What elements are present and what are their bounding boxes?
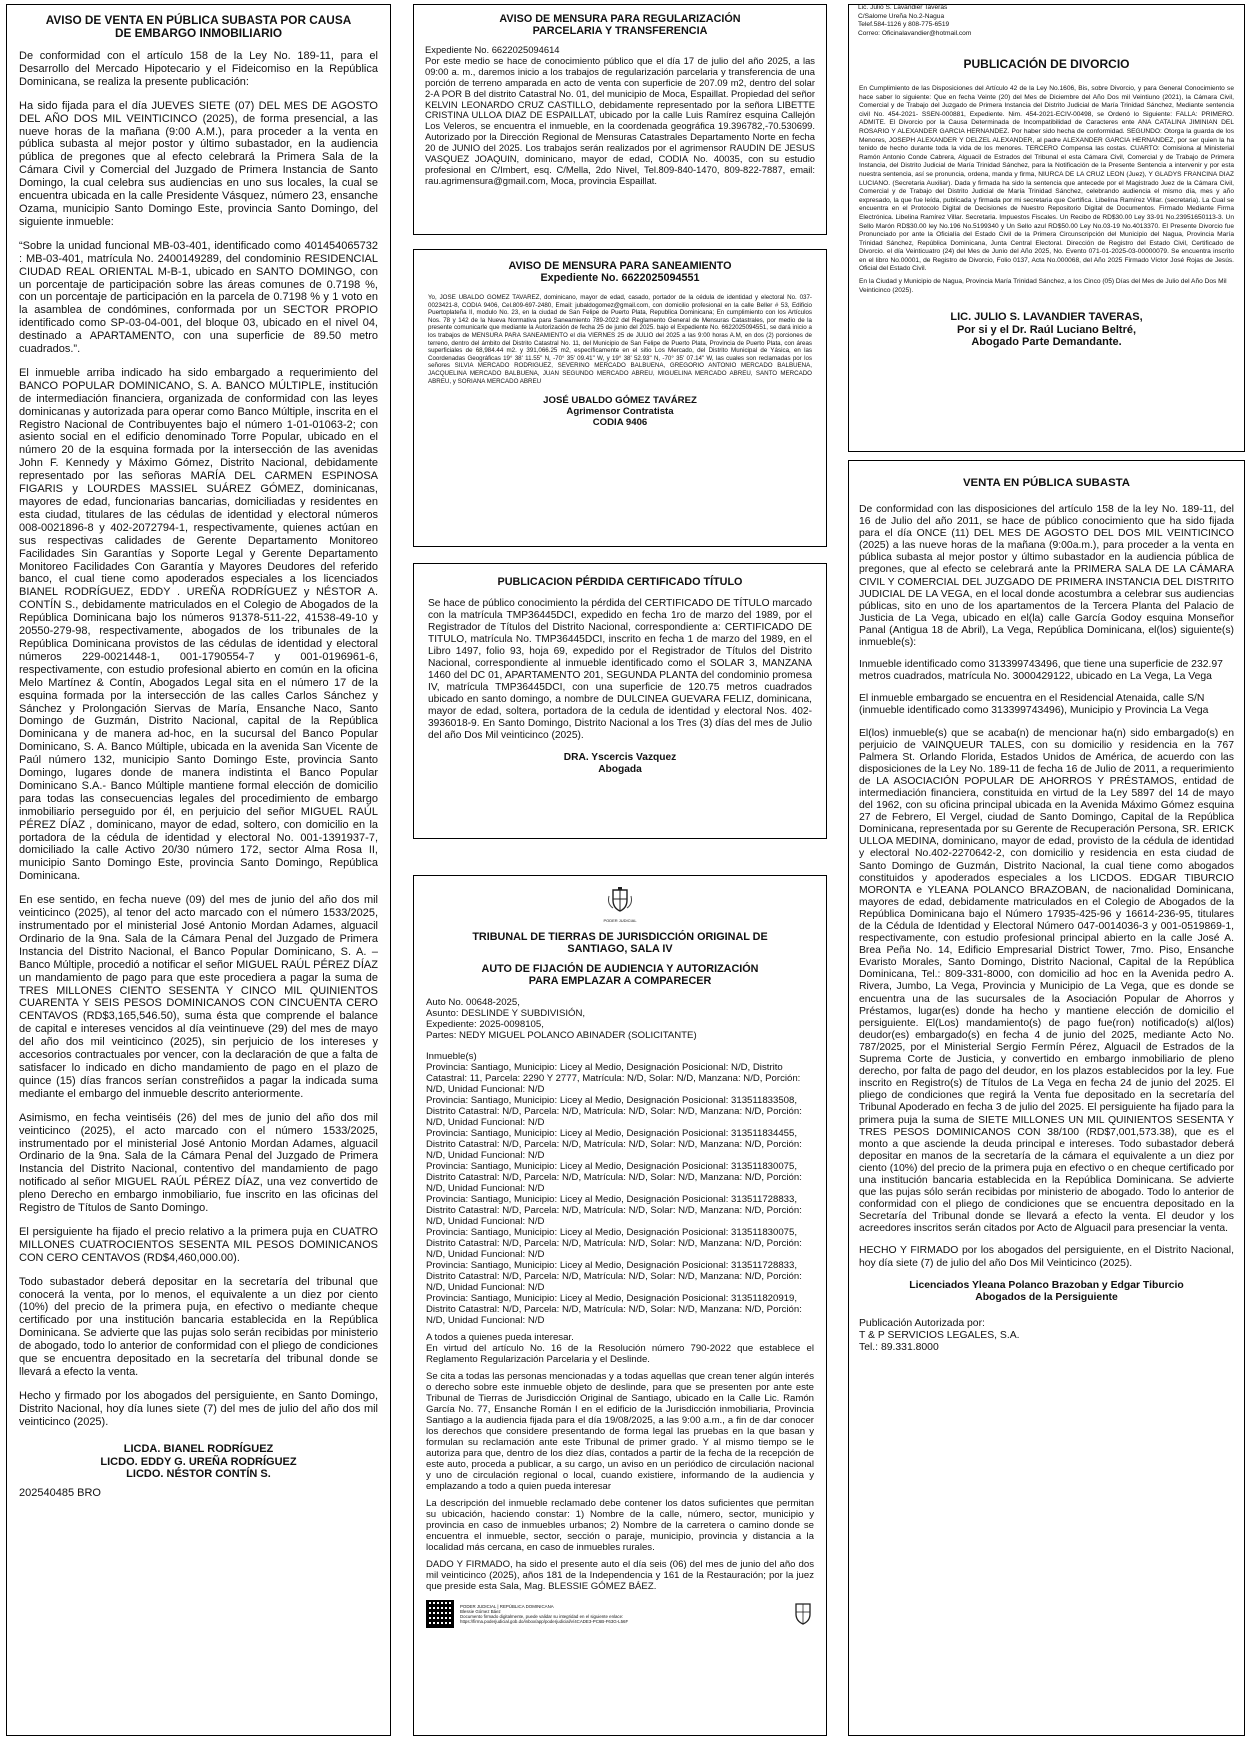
notice-title: AVISO DE MENSURA PARA SANEAMIENTO [508, 260, 732, 272]
expediente: Expediente No. 6622025094614 [425, 44, 560, 55]
coat-of-arms-icon [605, 886, 635, 914]
paragraph: “Sobre la unidad funcional MB-03-401, identificado como 401454065732 : MB-03-401, matrícula No. 2400149289, del condominio RESIDENCIAL CIUDAD REAL ORIENTAL M-B-1, ubicado en SANTO DOMINGO, con un porcentaje de participación sobre las áreas comunes de 0.7198 %, con un porcentaje de participación en la parcela de 0.7198 % y 1 voto en la asamblea de condómines, conformada por un SECTOR PROPIO identificado como SP-03-04-001, del bloque 03, ubicado en el nivel 04, destinado a APARTAMENTO, con una superficie de 89.50 metro cuadrados.”. [19, 239, 378, 356]
ad-code: 202540485 BRO [19, 1487, 101, 1500]
notice-title: AVISO DE VENTA EN PÚBLICA SUBASTA POR CAUSA DE EMBARGO INMOBILIARIO [45, 13, 352, 40]
notice-public-auction [848, 460, 1245, 1736]
notice-subtitle: AUTO DE FIJACIÓN DE AUDIENCIA Y AUTORIZACIÓN PARA EMPLAZAR A COMPARECER [481, 963, 759, 987]
notice-title: VENTA EN PÚBLICA SUBASTA [962, 477, 1131, 489]
paragraph: Hecho y firmado por los abogados del persiguiente, en Santo Domingo, Distrito Nacional, hoy día lunes siete (7) del mes de julio del año dos mil veinticinco (2025). [19, 1389, 378, 1428]
signature-line: JOSÉ UBALDO GÓMEZ TAVÁREZ [543, 395, 697, 407]
signature-line: Agrimensor Contratista [566, 406, 674, 418]
paragraph: El inmueble embargado se encuentra en el Residencial Atenaida, calle S/N (inmueble identificado como 313399743496), Municipio y Provincia La Vega [859, 693, 1209, 717]
notice-mensura-saneamiento [413, 249, 827, 547]
paragraph: El persiguiente ha fijado el precio relativo a la primera puja en CUATRO MILLONES CUATROCIENTOS SESENTA MIL PESOS DOMINICANOS CON CERO CENTAVOS (RD$4,460,000.00). [19, 1225, 378, 1264]
signature-line: Abogada [598, 764, 642, 775]
auto-number: Auto No. 00648-2025, [426, 997, 520, 1008]
paragraph: Todo subastador deberá depositar en la secretaría del tribunal que conocerá la venta, por lo menos, el equivalente a un diez por ciento (10%) del precio de la primera puja, en efectivo o mediante cheque certificado por una institución bancaria establecida en la República Dominicana. Se advierte que las pujas solo serán recibidas por ministerio de abogado, todo lo anterior de conformidad con el pliego de condiciones que se encuentra depositado en la secretaría del tribunal donde se llevará a efecto la venta. [19, 1275, 378, 1378]
partes: Partes: NEDY MIGUEL POLANCO ABINADER (SOLICITANTE) [426, 1030, 697, 1041]
asunto: Asunto: DESLINDE Y SUBDIVISIÓN, [426, 1008, 586, 1019]
lawyer-address: C/Salome Ureña No.2-Nagua [858, 12, 945, 20]
qr-code-icon [426, 1600, 454, 1628]
notice-title: TRIBUNAL DE TIERRAS DE JURISDICCIÓN ORIGINAL DE SANTIAGO, SALA IV [472, 931, 768, 955]
paragraph: Inmueble identificado como 313399743496, que tiene una superficie de 232.97 metros cuadrados, matrícula No. 3000429122, ubicado en La Vega, La Vega [859, 659, 1223, 683]
inmuebles-list: Inmueble(s) Provincia: Santiago, Municipio: Licey al Medio, Designación Posicional: N/D, Distrito Catastral: 11, Parcela: 2290 Y 2777, Matrícula: N/D, Solar: N/D, Manzana: N/D, Porción: N/D, Unidad Funcional: N/D Provincia: Santiago, Municipio: Licey al Medio, Designación Posicional: 313511833508, Distrito Catastral: N/D, Parcela: N/D, Matrícula: N/D, Solar: N/D, Manzana: N/D, Porción: N/D, Unidad Funcional: N/D Provincia: Santiago, Municipio: Licey al Medio, Designación Posicional: 313511834455, Distrito Catastral: N/D, Parcela: N/D, Matrícula: N/D, Solar: N/D, Manzana: N/D, Porción: N/D, Unidad Funcional: N/D Provincia: Santiago, Municipio: Licey al Medio, Designación Posicional: 313511830075, Distrito Catastral: N/D, Parcela: N/D, Matrícula: N/D, Solar: N/D, Manzana: N/D, Porción: N/D, Unidad Funcional: N/D Provincia: Santiago, Municipio: Licey al Medio, Designación Posicional: 313511728833, Distrito Catastral: N/D, Parcela: N/D, Matrícula: N/D, Solar: N/D, Manzana: N/D, Porción: N/D, Unidad Funcional: N/D Provincia: Santiago, Municipio: Licey al Medio, Designación Posicional: 313511830075, Distrito Catastral: N/D, Parcela: N/D, Matrícula: N/D, Solar: N/D, Manzana: N/D, Porción: N/D, Unidad Funcional: N/D Provincia: Santiago, Municipio: Licey al Medio, Designación Posicional: 313511728833, Distrito Catastral: N/D, Parcela: N/D, Matrícula: N/D, Solar: N/D, Manzana: N/D, Porción: N/D, Unidad Funcional: N/D Provincia: Santiago, Municipio: Licey al Medio, Designación Posicional: 313511820919, Distrito Catastral: N/D, Parcela: N/D, Matrícula: N/D, Solar: N/D, Manzana: N/D, Porción: N/D, Unidad Funcional: N/D [426, 1051, 802, 1326]
paragraph: En Cumplimiento de las Disposiciones del Artículo 42 de la Ley No.1606, Bis, sobre Divorcio, y para General Conocimiento se hace saber lo siguiente: Que en fecha Veinte (20) del Mes de Diciembre del Año Dos mil Veintiuno (2021), la Cámara Civil, Comercial y de Trabajo del Juzgado de Primera Instancia del Distrito Judicial de María Trinidad Sánchez, Mediante sentencia civil No. 454-2021- SSEN-000881, Expediente. Nim. 454-2021-ECIV-00498, se Ordenó lo Siguiente: FALLA: PRIMERO. ADMITE. El Divorcio por la Causa Determinada de Incompatibilidad de Caracteres ente ANA CATALINA JIMINIAN DEL ROSARIO Y ALEXANDER GARCIA HERNANDEZ. Por haber sido hecha de conformidad. SEGUNDO: Otorga la guarda de los Menores, JOSEPH ALEXANDER Y DELZEL ALEXANDER, al padre ALEXANDER GARCIA HERNANDEZ, por ser quien la ha tenido de hecho durante toda la vida de los menores. TERCERO Compensa las costas. CUARTO: Comisiona al Ministerial Ramón Antonio Conde Cabrera, Alguacil de Estrados del Tribunal el esta Cámara Civil, Comercial y de Trabajo de Primera Instancia, del Distrito Judicial de María Trinidad Sánchez, para la Notificación de la Presente Sentencia a intervenir y por esta nuestra sentencia, así se pronuncia, ordena, manda y firma, NIURCA DE LA CRUZ LEON (Juez), Y GLADYS FRANCINA DIAZ LUCIANO. (Secretaria Auxiliar). Dada y firmada ha sido la sentencia que antecede por el Magistrado Juez de la Cámara Civil, Comercial y de Trabajo del Distrito Judicial de María Trinidad Sánchez, celebrando audiencia el mismo día, mes y año expresado, la que fue leída, publicada y firmada por mi secretaria que Certifica. Libelina Ramírez Villar. (secretaria). La Cual se encuentra en el Protocolo Digital de Decisiones de Nuestro Repositorio Digital de Documentos. Firmado Mediante Firma Electrónica. Libelina Ramírez Villar. Secretaria. Impuestos Fiscales. Un Recibo de RD$30.00 Ley 33-91 No.23951650113-3. Un Sello Marón RD$30.00 ley No.196 No.5199340 y Un Sello azul RD$50.00 Ley No.03-19 No.4013370. El Presente Divorcio fue Pronunciado por ante la Oficialía del Estado Civil de la Primera Circunscripción del Municipio del Nagua, Provincia María Trinidad Sánchez, República Dominicana, Junta Central Electoral. Dirección de Registro del Estado Civil, Certificado de Divorcio. el día Veinticuatro (24) del Mes de Junio del Año 2025, No. Evento 071-01-2025-03-00000079. Se encuentra inscrito en el libro No.00001, de Registro de Divorcio, Folio 0137, Acta No.000068, del Año 2025 Firmado Víctor José Rojas de Jesús. Oficial del Estado Civil. [859, 85, 1234, 273]
lawyer-name: Lic. Julio S. Lavandier Taveras [858, 4, 948, 11]
notice-title: AVISO DE MENSURA PARA REGULARIZACIÓN PARCELARIA Y TRANSFERENCIA [499, 13, 741, 37]
digital-signature-footer [426, 1600, 814, 1628]
publisher-name: T & P SERVICIOS LEGALES, S.A. [859, 1329, 1020, 1341]
signature-line: Licenciados Yleana Polanco Brazoban y Edgar Tiburcio [909, 1279, 1184, 1291]
paragraph: En ese sentido, en fecha nueve (09) del mes de junio del año dos mil veinticinco (2025), al tenor del acto marcado con el número 1533/2025, instrumentado por el ministerial José Antonio Mordan Adames, alguacil Ordinario de la 9na. Sala de la Cámara Penal del Juzgado de Primera Instancia del Distrito Nacional, el Banco Popular Dominicano, S. A. – Banco Múltiple, procedió a notificar el señor MIGUEL RAÚL PÉREZ DÍAZ un mandamiento de pago para que este procediera a pagar la suma de TRES MILLONES CIENTO SESENTA Y CINCO MIL QUINIENTOS CUARENTA Y SEIS PESOS DOMINICANOS CON CINCUENTA CERO CENTAVOS (RD$3,165,546.50), suma ésta que comprende el balance de capital e intereses vencidos al día veintinueve (29) del mes de mayo del año dos mil veinticinco (2025), sin perjuicio de los intereses y accesorios contractuales por vencer, con la declaración de que a falta de satisfacer lo indicado en dicho mandamiento de pago en el plazo de quince (15) días francos serían constreñidos a pagar la indicada suma mediante el embargo del inmueble descrito anteriormente. [19, 894, 378, 1100]
paragraph: Se cita a todas las personas mencionadas y a todas aquellas que crean tener algún interés o derecho sobre este inmueble objeto de deslinde, para que se presenten por ante este Tribunal de Tierras de Jurisdicción Original de Santiago, ubicado en la Calle Lic. Ramón García No. 77, Ensanche Román I en el edificio de la Jurisdicción inmobiliaria, Provincia Santiago a la audiencia fijada para el día 19/08/2025, a las 9:00 a.m., a fin de dar conocer los derechos que considere presentando de forma legal las pruebas en la que basan y formulan su reclamación ante este Tribunal de primer grado. Y al mismo tiempo se le autoriza para que, dentro de los diez días, contados a partir de la fecha de la recepción de este auto, proceda a publicar, a su cargo, un aviso en un periódico de circulación nacional y uno de circulación regional o local, cuando existiere, informando de la audiencia y emplazando a todo a quien pueda interesar [426, 1371, 814, 1492]
notice-title: PUBLICACION PÉRDIDA CERTIFICADO TÍTULO [497, 576, 743, 588]
signature-line: LICDO. NÉSTOR CONTÍN S. [126, 1468, 271, 1481]
notice-title: PUBLICACIÓN DE DIVORCIO [963, 57, 1130, 71]
signature-line: DRA. Yscercis Vazquez [563, 752, 677, 763]
signature-line: LIC. JULIO S. LAVANDIER TAVERAS, [950, 311, 1143, 324]
publisher-phone: Tel.: 89.331.8000 [859, 1342, 939, 1353]
paragraph: El(los) inmueble(s) que se acaba(n) de mencionar ha(n) sido embargado(s) en perjuicio de VAINQUEUR TALES, con su domicilio y residencia en la 767 Palmera St. Orlando Florida, Estados Unidos de América, de acuerdo con las disposiciones de la Ley No. 189-11 de fecha 16 de Julio de 2011, a requerimiento de LA ASOCIACIÓN POPULAR DE AHORROS Y PRÉSTAMOS, entidad de intermediación financiera, constituida en virtud de la Ley 5897 del 14 de mayo del 1962, con su oficina principal ubicada en la Avenida Máximo Gómez esquina 27 de Febrero, El Vergel, ciudad de Santo Domingo, Capital de la República Dominicana, representada por su Gerente de Recuperación Persona, SR. ERICK ULLOA MEDINA, dominicano, mayor de edad, provisto de la cédula de identidad y electoral No.402-2270642-2, con domicilio y residencia en esta ciudad de Santo Domingo de Guzmán, Distrito Nacional, la cual tiene como abogados constituidos y apoderados especiales a los LICDOS. EDGAR TIBURCIO MORONTA e YLEANA POLANCO BRAZOBAN, de nacionalidad Dominicana, mayores de edad, debidamente matriculados en el Colegio de Abogados de la República Dominicana bajo el Número 17935-425-96 y 16614-236-95, titulares de la Cédula de Identidad y Electoral Número 047-0014036-3 y 001-0519869-1, respectivamente, con estudio profesional principal abierto en la calle José A. Brea Peña No. 14, Edificio Empresarial District Tower, 7mo. Piso, Ensanche Evaristo Morales, Santo Domingo, Distrito Nacional, Capital de la República Dominicana, Tel.: 809-331-8000, con domicilio ad hoc en la Avenida pedro A. Rivera, Jumbo, La Vega, Provincia y Municipio de La Vega, que es donde se encuentra una de las sucursales de la Asociación Popular de Ahorros y Préstamos, lugar(es) donde ha hecho y mantiene elección de domicilio el persiguiente. El(Los) mandamiento(s) de pago fue(ron) notificado(s) al(los) deudor(es) embargado(s) en fecha 4 de junio del 2025, mediante Acto No. 787/2025, por el Ministerial Sergio Fermín Pérez, Alguacil de Estrados de la Suprema Corte de Justicia, y convertido en embargo inmobiliario de pleno derecho, por falta de pago del deudor, en los plazos establecidos por la ley. Fue inscrito en Registro(s) de Títulos de La Vega en fecha 24 de junio del 2025. El pliego de condiciones que regirá la Venta fue depositado en la secretaría del Tribunal Apoderado en fecha 3 de julio del 2025. El persiguiente ha fijado para la primera puja la suma de SIETE MILLONES UN MIL QUINIENTOS SESENTA Y TRES PESOS DOMINICANOS CON 38/100 (RD$7,001,573.38), que es el monto a que asciende la deuda principal e intereses. Todo subastador deberá depositar en manos de la secretaría de la cámara el equivalente a un diez por ciento (10%) del precio de la primera puja en efectivo o en cheque certificado por una institución bancaria establecida en la República Dominicana. Se advierte que las pujas sólo serán recibidas por ministerio de abogado. Todo lo anterior de conformidad con el pliego de condiciones que se encuentra depositado en la Secretaría del Tribunal donde se llevará a efecto la venta. El deudor y los acreedores inscritos serán citados por Acto de Alguacil para presenciar la venta. [859, 727, 1234, 1235]
publication-authorized: Publicación Autorizada por: [859, 1317, 985, 1329]
paragraph: Ha sido fijada para el día JUEVES SIETE (07) DEL MES DE AGOSTO DEL AÑO DOS MIL VEINTICINCO (2025), de forma presencial, a las nueve horas de la mañana (9:00 A.M.), para proceder a la venta en pública subasta al mejor postor y último subastador, en la audiencia pública de pregones que al efecto celebrará la Primera Sala de la Cámara Civil y Comercial del Juzgado de Primera Instancia de Santo Domingo, la cual celebra sus audiencias en uno sus locales, la cual se encuentra ubicada en la calle Presidente Vásquez, número 23, ensanche Ozama, municipio Santo Domingo Este, provincia Santo Domingo, del siguiente inmueble: [19, 99, 378, 228]
paragraph: Yo, JOSE UBALDO GOMEZ TAVAREZ, dominicano, mayor de edad, casado, portador de la cédula de identidad y electoral No. 037-0023421-8, CODIA 9406, Cel.809-697-2480, Email: jubaldogomez@gmail.com, con domicilio profesional en la calle Beller # 53, Edificio Puertoplateña II, modulo No. 23, en la ciudad de San Felipe de Puerto Plata, Republica Dominicana; En cumplimiento con los Artículos Nos. 78 y 142 de la Nueva Normativa para Saneamiento 789-2022 del Reglamento General de Mensuras Catastrales, por medio de la presente comunicarle que mediante la Autorización de fecha 25 de junio del 2025. bajo el Expediente No. 6622025094551, se dará inicio a los trabajos de MENSURA PARA SANEAMIENTO el día VIERNES 25 de JULIO del 2025 a las 9:00 horas A.M, en dos (2) porciones de terreno, dentro del ámbito del Distrito Catastral No. 11, del Municipio de San Felipe de Puerto Plata, Provincia de Puerto Plata, con áreas superficiales de 68,984.44 m2. y 391,066.25 m2, específicamente en el sitio Los Mercado, del Distrito Municipal de Yásica, en las Coordenadas Geográficas 19° 38' 11.55" N, -70° 35' 09.41" W, y 19° 38' 52.93" N, -70° 35' 07.14" W, las cuales son reclamadas por los señores SILVIA MERCADO RODRIGUEZ, SEVERINO MERCADO BALBUENA, GREGORIO ANTONIO MERCADO BALBUENA, JACQUELINA MERCADO BALBUENA, JUAN SEGUNDO MERCADO ABREU, MIGUELINA MERCADO ABREU, SANTO MERCADO ABREU, y SORIANA MERCADO ABREU [428, 294, 812, 385]
notice-lost-certificate [413, 563, 827, 839]
signature-line: Por si y el Dr. Raúl Luciano Beltré, [956, 323, 1137, 336]
seal-label: PODER JUDICIAL [603, 918, 637, 923]
paragraph: HECHO Y FIRMADO por los abogados del persiguiente, en el Distrito Nacional, hoy día siete (7) de julio del año Dos Mil Veinticinco (2025). [859, 1245, 1234, 1269]
notice-tribunal-tierras [413, 875, 827, 1736]
notice-auction-embargo [6, 4, 391, 1736]
notice-mensura-regularizacion [413, 4, 827, 235]
lawyer-phone: Telef.584-1126 y 808-775-6519 [858, 21, 950, 29]
notice-divorce [848, 4, 1245, 452]
signature-validation-text: PODER JUDICIAL | REPÚBLICA DOMINICANA Blessie Gómez Báez Documento firmado digitalmente, puede validar su integridad en el siguiente enlace: https://firma.poderjudicial.gob.do/inbox/app/poderjudicial/v/4CADE3-PC6B-F63G-L56F [460, 1604, 629, 1624]
expediente: Expediente: 2025-0098105, [426, 1019, 544, 1030]
closing-paragraph: En la Ciudad y Municipio de Nagua, Provincia María Trinidad Sánchez, a los Cinco (05) Días del Mes de Julio del Año Dos Mil Veinticinco (2025). [859, 278, 1227, 294]
lawyer-email: Correo: Oficinalavandier@hotmail.com [858, 29, 972, 37]
paragraph: A todos a quienes pueda interesar. En virtud del artículo No. 16 de la Resolución número 790-2022 que establece el Reglamento Regularización Parcelaria y el Deslinde. [426, 1332, 814, 1365]
signature-line: Abogado Parte Demandante. [971, 336, 1122, 349]
paragraph: La descripción del inmueble reclamado debe contener los datos suficientes que permitan su ubicación, haciendo constar: 1) Nombre de la calle, número, sector, municipio y provincia en caso de inmuebles urbanos; 2) Nombre de la carretera o camino donde se encuentra el inmueble, sector, sección o paraje, municipio, provincia y distancia a la localidad más cercana, en caso de inmuebles rurales. [426, 1498, 814, 1553]
expediente: Expediente No. 6622025094551 [540, 272, 700, 284]
signature-line: CODIA 9406 [592, 417, 648, 429]
judicial-seal [426, 886, 814, 914]
paragraph: Por este medio se hace de conocimiento público que el día 17 de julio del año 2025, a las 09:00 a. m., daremos inicio a los trabajos de regularización parcelaria y transferencia de una porción de terreno amparada en acto de venta con superficie de 207.09 m2, dentro del solar 2-A POR B del distrito Catastral No. 01, del municipio de Moca, Espaillat. Propiedad del señor KELVIN LEONARDO CRUZ CASTILLO, debidamente representado por la señora LIBETTE CRISTINA ULLOA DIAZ DE ESPAILLAT, ubicado por la calle Luis Ramírez esquina Callejón Los Veleros, se encuentra el inmueble, en la coordenada geográfica 19.396782,-70.530699. Autorizado por la Dirección Regional de Mensuras Catastrales Departamento Norte en fecha 20 de JUNIO del 2025. Los trabajos serán realizados por el agrimensor RAUDIN DE JESUS VASQUEZ JOAQUIN, dominicano, mayor de edad, CODIA No. 40035, con su estudio profesional en C/Imbert, esq. C/Mella, 2do Nivel, Tel.809-840-1470, 809-822-7887, email: rau.agrimensura@gmail.com, Moca, provincia Espaillat. [425, 54, 815, 186]
paragraph: DADO Y FIRMADO, ha sido el presente auto el día seis (06) del mes de junio del año dos mil veinticinco (2025), años 181 de la Independencia y 161 de la Restauración; por la juez que preside esta Sala, Mag. BLESSIE GÓMEZ BÁEZ. [426, 1559, 814, 1592]
signature-line: LICDO. EDDY G. UREÑA RODRÍGUEZ [100, 1455, 297, 1468]
paragraph: De conformidad con las disposiciones del artículo 158 de la ley No. 189-11, del 16 de Julio del año 2011, se hace de público conocimiento que ha sido fijada para el día ONCE (11) DEL MES DE AGOSTO DEL DOS MIL VEINTICINCO (2025) a las nueve horas de la mañana (9:00a.m.), para proceder a la venta en pública subasta al mejor postor y último subastador en la audiencia pública de pregones, que al efecto se celebrará ante la PRIMERA SALA DE LA CÁMARA CIVIL Y COMERCIAL DEL JUZGADO DE PRIMERA INSTANCIA DEL DISTRITO JUDICIAL DE LA VEGA, en el local donde acostumbra a celebrar sus audiencias públicas, sito en uno de los apartamentos de la Tercera Planta del Palacio de Justicia de La Vega, ubicado en el(la) calle García Godoy esquina Monseñor Panal (Antigua 18 de Abril), La Vega, República Dominicana, el(los) siguiente(s) inmueble(s): [859, 504, 1234, 649]
paragraph: De conformidad con el artículo 158 de la Ley No. 189-11, para el Desarrollo del Mercado Hipotecario y el Fideicomiso en la República Dominicana, se realiza la presente publicación: [19, 50, 378, 88]
paragraph: Se hace de público conocimiento la pérdida del CERTIFICADO DE TÍTULO marcado con la matrícula TMP36445DCI, expedido en fecha 1ro de marzo del 1989, por el Registrador de Títulos del Distrito Nacional, correspondiente a: CERTIFICADO DE TITULO, matrícula No. TMP36445DCI, inscrito en fecha 1 de marzo del 1989, en el Libro 1497, folio 93, hoja 69, expedido por el Registrador de Títulos del Distrito Nacional, correspondiente al inmueble identificado como el SOLAR 3, MANZANA 1460 del DC 01, APARTAMENTO 201, SEGUNDA PLANTA del condominio promesa IV, matrícula TMP36445DCI, con una superficie de 120.75 metros cuadrados ubicado en santo domingo, a nombre de DULCINEA GUEVARA FELIZ, dominicana, mayor de edad, soltera, portadora de la cedula de identidad y electoral Nos. 402-3936018-9. En Santo Domingo, Distrito Nacional a los Tres (3) días del mes de Julio del año Dos Mil veinticinco (2025). [428, 598, 812, 741]
signature-line: Abogados de la Persiguiente [975, 1291, 1118, 1303]
paragraph: Asimismo, en fecha veintiséis (26) del mes de junio del año dos mil veinticinco (2025), el acto marcado con el número 1533/2025, instrumentado por el ministerial José Antonio Mordan Adames, alguacil Ordinario de la 9na. Sala de la Cámara Penal del Juzgado de Primera Instancia del Distrito Nacional, contentivo del mandamiento de pago notificado al señor MIGUEL RAÚL PÉREZ DÍAZ, una vez convertido de pleno Derecho en embargo inmobiliario, fue inscrito en las oficinas del Registro de Títulos de Santo Domingo. [19, 1111, 378, 1215]
judicial-seal-icon [792, 1602, 814, 1626]
paragraph: El inmueble arriba indicado ha sido embargado a requerimiento del BANCO POPULAR DOMINICANO, S. A. BANCO MÚLTIPLE, institución de intermediación financiera, organizada de conformidad con las leyes dominicanas y autorizada para operar como Banco Múltiple, inscrita en el Registro Nacional de Contribuyentes bajo el número 1-01-01063-2; con asiento social en el edificio denominado Torre Popular, ubicado en el número 20 de la esquina formada por la intersección de las avenidas John F. Kennedy y Máximo Gómez, Distrito Nacional, debidamente representado por las señoras MARÍA DEL CARMEN ESPINOSA FIGARIS y LOURDES MASSIEL SUÁREZ GÓMEZ, dominicanas, mayores de edad, funcionarias bancarias, domiciliadas y residentes en esta ciudad, titulares de las cédulas de identidad y electoral números 008-0021896-8 y 402-2072794-1, respectivamente, quienes actúan en sus respectivas calidades de Gerente Departamento Monitoreo Facilidades Sin Garantías y Soporte Legal y Gerente Departamento Monitoreo Facilidades Con Garantía y Mayores Deudores del referido banco, el cual tiene como apoderados especiales a los licenciados BIANEL RODRÍGUEZ, EDDY . UREÑA RODRÍGUEZ y NÉSTOR A. CONTÍN S., debidamente matriculados en el Colegio de Abogados de la República Dominicana bajo los números 91378-511-22, 41538-49-10 y 20550-279-98, respectivamente, abogados de los tribunales de la República Dominicana provistos de las cédulas de identidad y electoral números 229-0021448-1, 001-1790554-7 y 001-0196961-6, respectivamente, con estudio profesional abierto en común en la oficina Melo Martínez & Contín, Abogados Legal sita en el número 17 de la esquina formada por la intersección de las calles Carlos Sánchez y Sánchez y Prolongación Siervas de María, Ensanche Naco, Santo Domingo de Guzmán, Distrito Nacional, capital de la República Dominicana y de manera ad-hoc, en la sucursal del Banco Popular Dominicano, S. A. Banco Múltiple, ubicada en la avenida San Vicente de Paúl número 132, municipio Santo Domingo Este, provincia Santo Domingo, lugares donde de manera indistinta el Banco Popular Dominicano S.A.- Banco Múltiple mantiene formal elección de domicilio para todas las consecuencias legales del procedimiento de embargo inmobiliario perseguido por él, en perjuicio del señor MIGUEL RAÚL PÉREZ DÍAZ , dominicano, mayor de edad, soltero, con domicilio en la portadora de la cédula de identidad y electoral No. 001-1391937-7, domiciliado la calle Activo 20/30 número 172, sector Alma Rosa II, municipio Santo Domingo Este, provincia Santo Domingo, República Dominicana. [19, 366, 378, 883]
signature-line: LICDA. BIANEL RODRÍGUEZ [123, 1442, 274, 1455]
